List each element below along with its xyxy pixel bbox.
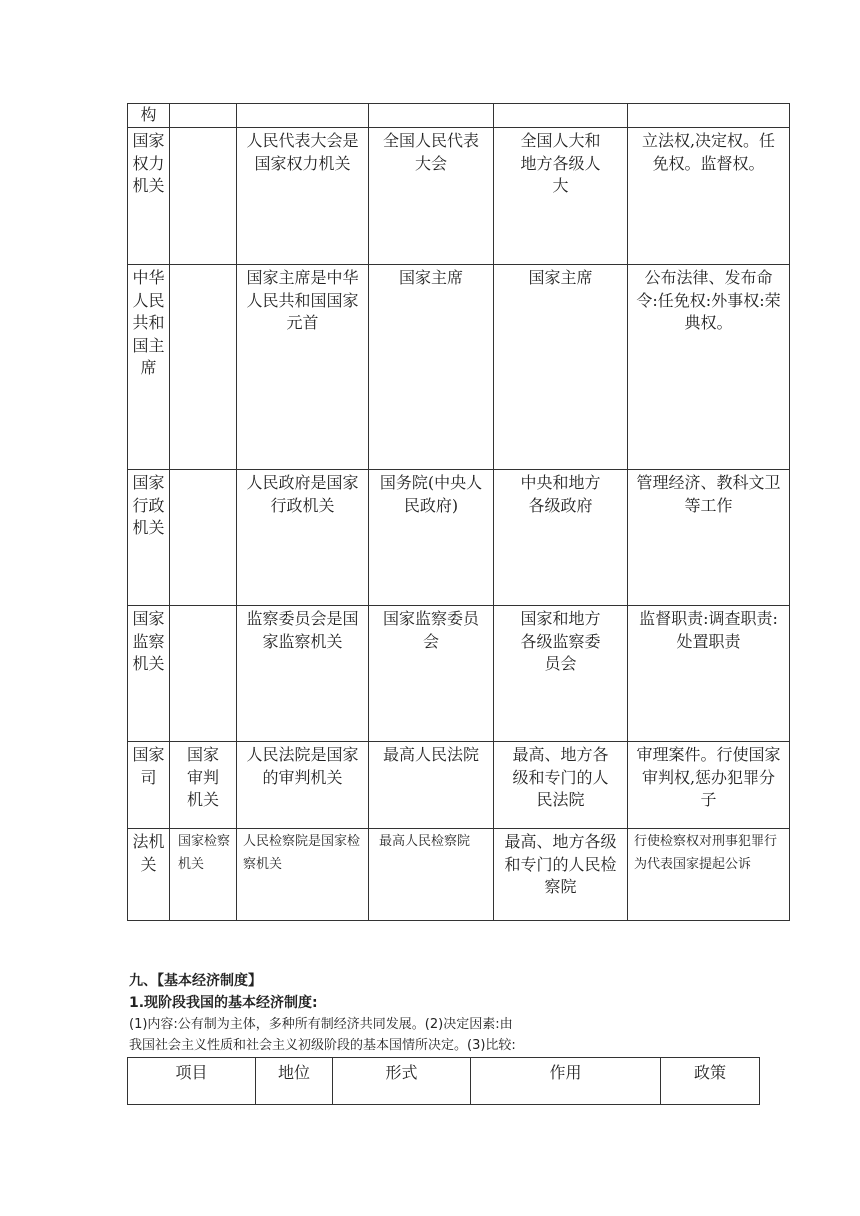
organ-top-cell: 最高人民检察院 [369,829,494,921]
organ-name-cell: 国家权力机关 [128,128,170,265]
organ-sub-cell [170,606,237,742]
table-row [128,1058,760,1105]
organ-levels-cell: 全国人大和地方各级人大 [494,128,628,265]
organ-powers-cell: 公布法律、发布命令:任免权:外事权:荣典权。 [628,265,790,470]
organ-sub-cell: 国家审判机关 [170,742,237,829]
table-row [128,829,790,921]
organ-powers-cell: 立法权,决定权。任免权。监督权。 [628,128,790,265]
organ-levels-cell: 国家主席 [494,265,628,470]
organ-sub-cell [170,128,237,265]
organ-sub-cell: 国家检察机关 [170,829,237,921]
organ-powers-cell: 审理案件。行使国家审判权,惩办犯罪分子 [628,742,790,829]
table-row [128,128,790,265]
organ-powers-cell: 监督职责:调查职责:处置职责 [628,606,790,742]
organ-powers-cell: 管理经济、教科文卫等工作 [628,470,790,606]
table-row [128,104,790,128]
organ-levels-cell: 国家和地方各级监察委员会 [494,606,628,742]
comparison-table [127,1057,760,1105]
header-cell-policy: 政策 [661,1058,760,1105]
organ-sub-cell [170,470,237,606]
organ-nature-cell: 人民政府是国家行政机关 [237,470,369,606]
organ-name-cell: 国家行政机关 [128,470,170,606]
header-cell-item: 项目 [128,1058,256,1105]
table-row [128,606,790,742]
organ-name-cell: 国家司 [128,742,170,829]
organ-top-cell: 全国人民代表大会 [369,128,494,265]
organ-levels-cell [494,829,628,921]
header-cell-role: 作用 [471,1058,661,1105]
organ-top-cell: 国家主席 [369,265,494,470]
table-row [128,265,790,470]
organ-name-cell: 法机关 [128,829,170,921]
table-row [128,470,790,606]
organ-nature-cell: 国家主席是中华人民共和国国家元首 [237,265,369,470]
organ-nature-cell: 监察委员会是国家监察机关 [237,606,369,742]
table-row [128,742,790,829]
state-organs-table [127,103,790,921]
organ-powers-cell: 行使检察权对刑事犯罪行为代表国家提起公诉 [628,829,790,921]
organ-levels-cell: 最高、地方各级和专门的人民法院 [494,742,628,829]
organ-nature-cell: 人民检察院是国家检察机关 [237,829,369,921]
organ-sub-cell [170,265,237,470]
organ-top-cell: 国务院(中央人民政府) [369,470,494,606]
levels-text: 最高、地方各级和专门的人民检察院 [504,832,617,897]
organ-top-cell: 最高人民法院 [369,742,494,829]
section-title: 九、【基本经济制度】 [129,973,262,989]
paragraph-line: 我国社会主义性质和社会主义初级阶段的基本国情所决定。(3)比较: [129,1038,516,1053]
section-subtitle: 1.现阶段我国的基本经济制度: [129,995,318,1011]
paragraph-line: (1)内容:公有制为主体，多种所有制经济共同发展。(2)决定因素:由 [129,1017,513,1032]
organ-nature-cell: 人民代表大会是国家权力机关 [237,128,369,265]
organ-name-cell: 中华人民共和国主席 [128,265,170,470]
header-cell-status: 地位 [256,1058,333,1105]
header-cell-form: 形式 [333,1058,471,1105]
header-fragment-cell: 构 [128,104,170,128]
organ-nature-cell: 人民法院是国家的审判机关 [237,742,369,829]
organ-top-cell: 国家监察委员会 [369,606,494,742]
organ-levels-cell: 中央和地方各级政府 [494,470,628,606]
organ-name-cell: 国家监察机关 [128,606,170,742]
